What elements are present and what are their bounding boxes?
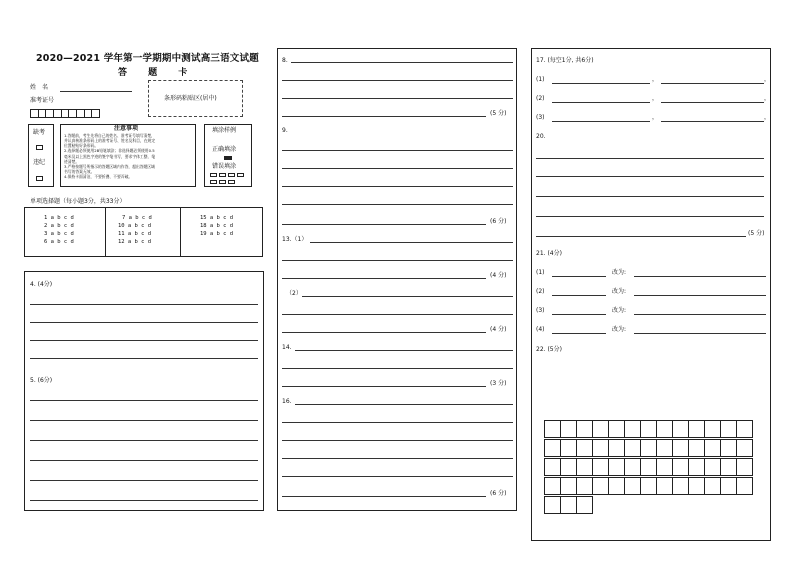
q17-label: 17. (每空1分, 共6分): [536, 57, 594, 64]
writing-cell[interactable]: [624, 439, 641, 457]
writing-cell[interactable]: [688, 477, 705, 495]
answer-line[interactable]: [282, 368, 513, 369]
writing-cell[interactable]: [544, 477, 561, 495]
answer-panel-left: [24, 271, 264, 511]
answer-line[interactable]: [295, 350, 513, 351]
writing-cell[interactable]: [736, 477, 753, 495]
name-label: 姓 名: [30, 84, 49, 91]
writing-cell[interactable]: [560, 477, 577, 495]
writing-cell[interactable]: [624, 420, 641, 438]
answer-line[interactable]: [30, 480, 258, 481]
wrong-fill-marks: [210, 173, 244, 177]
writing-cell[interactable]: [656, 477, 673, 495]
fill-example-title: 填涂样例: [212, 127, 237, 134]
comma: ，: [764, 95, 771, 102]
answer-line[interactable]: [282, 186, 513, 187]
writing-cell[interactable]: [608, 439, 625, 457]
mc-row[interactable]: 10 a b c d: [118, 223, 152, 229]
writing-cell[interactable]: [592, 420, 609, 438]
writing-cell[interactable]: [576, 458, 593, 476]
writing-cell[interactable]: [608, 477, 625, 495]
writing-grid-row: [544, 477, 752, 494]
writing-cell[interactable]: [640, 477, 657, 495]
answer-line[interactable]: [282, 150, 513, 151]
writing-cell[interactable]: [672, 477, 689, 495]
q22-label: 22. (5分): [536, 346, 562, 353]
answer-line[interactable]: [282, 116, 486, 117]
writing-cell[interactable]: [656, 458, 673, 476]
mc-row[interactable]: 2 a b c d: [44, 223, 74, 229]
answer-line[interactable]: [310, 242, 513, 243]
q21-item: (3): [536, 307, 545, 314]
id-label: 准考证号: [30, 97, 55, 104]
q20-label: 20.: [536, 133, 546, 140]
writing-cell[interactable]: [640, 458, 657, 476]
answer-line[interactable]: [282, 422, 513, 423]
answer-line[interactable]: [282, 80, 513, 81]
writing-cell[interactable]: [544, 458, 561, 476]
writing-cell[interactable]: [704, 458, 721, 476]
answer-line[interactable]: [30, 322, 258, 323]
writing-cell[interactable]: [736, 420, 753, 438]
notice-title: 注意事项: [114, 125, 139, 132]
change-label: 改为:: [612, 269, 627, 276]
absent-label: 缺考: [33, 129, 46, 136]
answer-blank[interactable]: [552, 295, 606, 296]
answer-line[interactable]: [282, 476, 513, 477]
writing-cell[interactable]: [688, 458, 705, 476]
writing-cell[interactable]: [624, 477, 641, 495]
writing-cell[interactable]: [656, 439, 673, 457]
writing-cell[interactable]: [640, 420, 657, 438]
writing-cell[interactable]: [560, 458, 577, 476]
answer-blank[interactable]: [634, 295, 766, 296]
writing-cell[interactable]: [560, 420, 577, 438]
q8-label: 8.: [282, 57, 288, 64]
page-subtitle: 答 题 卡: [118, 68, 197, 78]
change-label: 改为:: [612, 288, 627, 295]
writing-cell[interactable]: [544, 420, 561, 438]
answer-blank[interactable]: [552, 102, 650, 103]
answer-blank[interactable]: [661, 121, 764, 122]
answer-line[interactable]: [282, 496, 486, 497]
answer-line[interactable]: [30, 358, 258, 359]
answer-line[interactable]: [295, 404, 513, 405]
answer-line[interactable]: [536, 216, 764, 217]
correct-fill-mark: [224, 156, 232, 160]
writing-cell[interactable]: [576, 477, 593, 495]
writing-grid-row: [544, 439, 752, 456]
writing-cell[interactable]: [640, 439, 657, 457]
q21-item: (4): [536, 326, 545, 333]
answer-blank[interactable]: [634, 276, 766, 277]
writing-cell[interactable]: [704, 420, 721, 438]
answer-blank[interactable]: [552, 333, 606, 334]
answer-blank[interactable]: [552, 83, 650, 84]
q20-score: (5 分): [748, 230, 765, 237]
answer-line[interactable]: [282, 440, 513, 441]
answer-line[interactable]: [536, 176, 764, 177]
answer-blank[interactable]: [552, 276, 606, 277]
discipline-label: 违纪: [33, 159, 46, 166]
answer-blank[interactable]: [634, 314, 766, 315]
barcode-label: 条形码粘贴区(居中): [164, 95, 217, 102]
writing-cell[interactable]: [592, 458, 609, 476]
answer-line[interactable]: [536, 236, 746, 237]
q13-score-2: (4 分): [490, 326, 507, 333]
mc-title: 单项选择题（每小题3分，共33分）: [30, 198, 126, 205]
notice-line: 2.选择题必须使用2B铅笔填涂；非选择题必须使用0.5: [64, 148, 155, 154]
answer-line[interactable]: [282, 458, 513, 459]
writing-cell[interactable]: [576, 420, 593, 438]
writing-cell[interactable]: [720, 458, 737, 476]
answer-line[interactable]: [30, 340, 258, 341]
q13-score-1: (4 分): [490, 272, 507, 279]
answer-line[interactable]: [30, 304, 258, 305]
writing-cell[interactable]: [560, 439, 577, 457]
writing-cell[interactable]: [736, 458, 753, 476]
notice-line: 迹清楚。: [64, 158, 80, 164]
writing-cell[interactable]: [720, 477, 737, 495]
writing-cell[interactable]: [592, 439, 609, 457]
id-grid[interactable]: [30, 109, 100, 118]
answer-blank[interactable]: [661, 102, 764, 103]
writing-cell[interactable]: [608, 420, 625, 438]
mc-row[interactable]: 6 a b c d: [44, 239, 74, 245]
q9-score: (6 分): [490, 218, 507, 225]
q17-item: (1): [536, 76, 545, 83]
writing-cell[interactable]: [576, 439, 593, 457]
mc-row[interactable]: 19 a b c d: [200, 231, 234, 237]
notice-line: 并认真核准条形码上的准考证号、姓名及科目，在规定: [64, 138, 156, 144]
writing-grid[interactable]: [544, 420, 753, 515]
name-field[interactable]: [60, 91, 132, 92]
answer-blank[interactable]: [552, 314, 606, 315]
answer-blank[interactable]: [661, 83, 764, 84]
notice-line: 3.严格按题号所指示的答题区域内作答，超出答题区域: [64, 163, 155, 169]
mc-row[interactable]: 12 a b c d: [118, 239, 152, 245]
q21-item: (1): [536, 269, 545, 276]
page-title: 2020—2021 学年第一学期期中测试高三语文试题: [36, 53, 259, 64]
q5-label: 5. (6分): [30, 377, 53, 384]
answer-panel-middle: [277, 48, 517, 511]
answer-line[interactable]: [282, 260, 513, 261]
notice-line: 1.答题前，考生先将自己的姓名、准考证号填写清楚，: [64, 133, 155, 138]
answer-line[interactable]: [30, 400, 258, 401]
answer-line[interactable]: [282, 224, 486, 225]
comma: ，: [764, 76, 771, 83]
q13-label: 13.（1）: [282, 236, 308, 243]
wrong-fill-marks-2: [210, 180, 235, 184]
mc-row[interactable]: 1 a b c d: [44, 215, 74, 221]
q9-label: 9.: [282, 127, 288, 134]
q4-label: 4. (4分): [30, 281, 53, 288]
comma: ，: [652, 76, 659, 83]
writing-cell[interactable]: [592, 477, 609, 495]
answer-blank[interactable]: [552, 121, 650, 122]
notice-lines: [64, 133, 192, 179]
notice-line: 位置粘贴好条形码。: [64, 143, 99, 149]
q21-item: (2): [536, 288, 545, 295]
writing-cell[interactable]: [608, 458, 625, 476]
mc-row[interactable]: 7 a b c d: [122, 215, 152, 221]
comma: ，: [652, 114, 659, 121]
writing-cell[interactable]: [688, 439, 705, 457]
q17-item: (2): [536, 95, 545, 102]
mc-row[interactable]: 11 a b c d: [118, 231, 152, 237]
writing-cell[interactable]: [704, 439, 721, 457]
absent-checkbox[interactable]: [36, 145, 43, 150]
writing-cell[interactable]: [688, 420, 705, 438]
mc-divider: [180, 207, 181, 257]
answer-line[interactable]: [282, 168, 513, 169]
answer-line[interactable]: [282, 386, 486, 387]
answer-line[interactable]: [30, 500, 258, 501]
writing-cell[interactable]: [560, 496, 577, 514]
q17-item: (3): [536, 114, 545, 121]
writing-cell[interactable]: [672, 439, 689, 457]
fill-example-wrong: 错误填涂: [212, 163, 237, 170]
writing-grid-row: [544, 420, 752, 437]
writing-cell[interactable]: [720, 420, 737, 438]
writing-cell[interactable]: [544, 439, 561, 457]
answer-line[interactable]: [30, 440, 258, 441]
q8-score: (5 分): [490, 110, 507, 117]
writing-grid-row: [544, 458, 752, 475]
answer-line[interactable]: [282, 332, 486, 333]
answer-line[interactable]: [536, 196, 764, 197]
q21-label: 21. (4分): [536, 250, 562, 257]
mc-row[interactable]: 15 a b c d: [200, 215, 234, 221]
answer-line[interactable]: [282, 314, 513, 315]
answer-line[interactable]: [282, 278, 486, 279]
notice-line: 毫米及以上黑色字迹的签字笔书写，要求字体工整、笔: [64, 153, 156, 159]
q16-score: (6 分): [490, 490, 507, 497]
writing-cell[interactable]: [720, 439, 737, 457]
q14-label: 14.: [282, 344, 292, 351]
comma: ，: [764, 114, 771, 121]
q14-score: (3 分): [490, 380, 507, 387]
answer-line[interactable]: [282, 98, 513, 99]
writing-grid-row: [544, 496, 592, 513]
notice-line: 4.保持卡面清洁，不要折叠、不要弄破。: [64, 174, 133, 179]
comma: ，: [652, 95, 659, 102]
writing-cell[interactable]: [672, 458, 689, 476]
writing-cell[interactable]: [576, 496, 593, 514]
q13-part2-label: （2）: [286, 290, 302, 297]
answer-line[interactable]: [291, 62, 513, 63]
change-label: 改为:: [612, 326, 627, 333]
mc-divider: [105, 207, 106, 257]
writing-cell[interactable]: [624, 458, 641, 476]
mc-row[interactable]: 3 a b c d: [44, 231, 74, 237]
writing-cell[interactable]: [544, 496, 561, 514]
fill-example-correct: 正确填涂: [212, 146, 237, 153]
writing-cell[interactable]: [656, 420, 673, 438]
answer-line[interactable]: [30, 420, 258, 421]
answer-line[interactable]: [30, 460, 258, 461]
answer-line[interactable]: [536, 158, 764, 159]
answer-line[interactable]: [282, 204, 513, 205]
answer-line[interactable]: [302, 296, 513, 297]
notice-line: 书写的答案无效。: [64, 168, 95, 174]
change-label: 改为:: [612, 307, 627, 314]
mc-row[interactable]: 18 a b c d: [200, 223, 234, 229]
answer-blank[interactable]: [634, 333, 766, 334]
writing-cell[interactable]: [736, 439, 753, 457]
writing-cell[interactable]: [672, 420, 689, 438]
writing-cell[interactable]: [704, 477, 721, 495]
discipline-checkbox[interactable]: [36, 176, 43, 181]
q16-label: 16.: [282, 398, 292, 405]
